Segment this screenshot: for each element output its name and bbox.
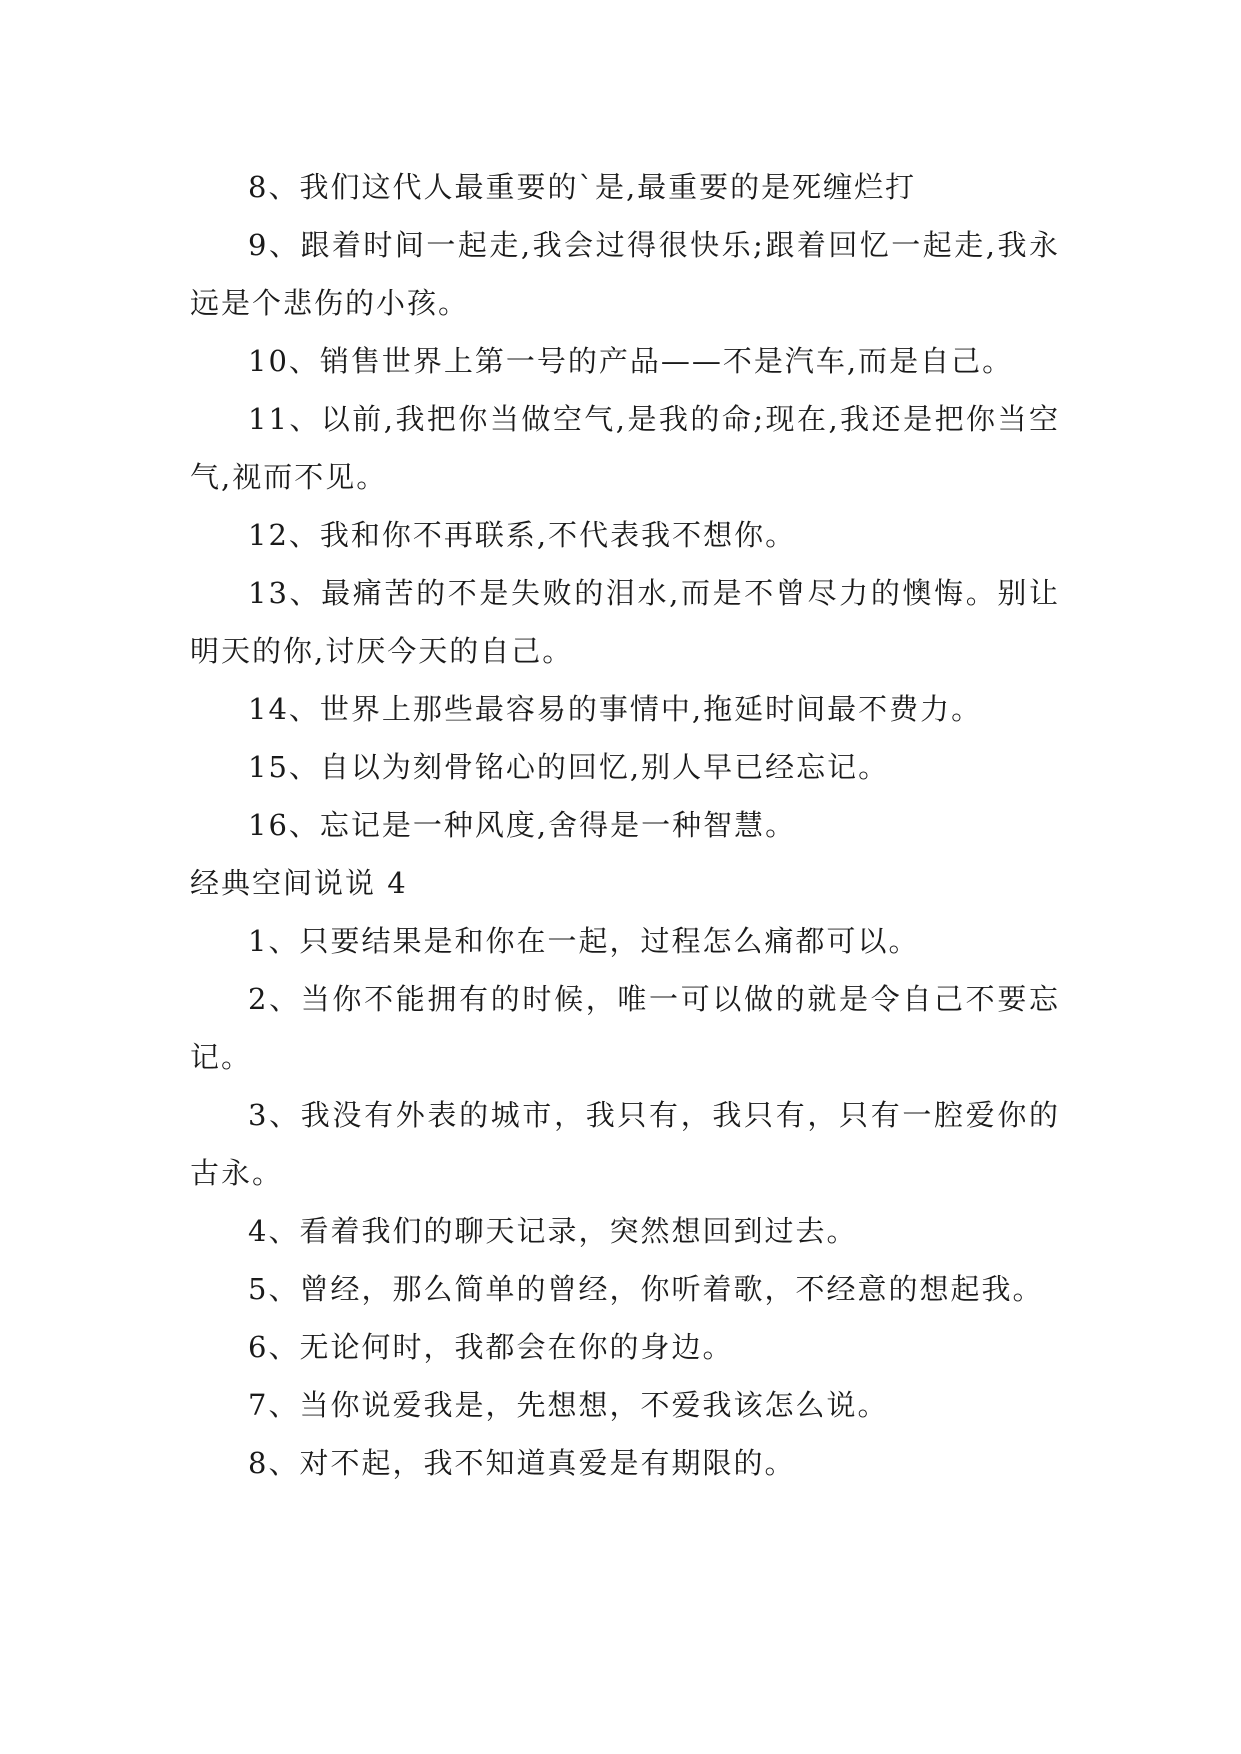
paragraph: 8、对不起，我不知道真爱是有期限的。 xyxy=(248,1446,796,1480)
paragraph: 4、看着我们的聊天记录，突然想回到过去。 xyxy=(248,1214,858,1248)
paragraph: 15、自以为刻骨铭心的回忆,别人早已经忘记。 xyxy=(248,750,890,784)
paragraph: 3、我没有外表的城市，我只有，我只有，只有一腔爱你的古永。 xyxy=(190,1098,1060,1190)
paragraph: 13、最痛苦的不是失败的泪水,而是不曾尽力的懊悔。别让明天的你,讨厌今天的自己。 xyxy=(190,576,1060,668)
paragraph: 16、忘记是一种风度,舍得是一种智慧。 xyxy=(248,808,797,842)
paragraph: 12、我和你不再联系,不代表我不想你。 xyxy=(248,518,797,552)
paragraph: 9、跟着时间一起走,我会过得很快乐;跟着回忆一起走,我永远是个悲伤的小孩。 xyxy=(190,228,1060,320)
section-heading: 经典空间说说 4 xyxy=(190,866,408,900)
paragraph: 5、曾经，那么简单的曾经，你听着歌，不经意的想起我。 xyxy=(248,1272,1044,1306)
paragraph: 14、世界上那些最容易的事情中,拖延时间最不费力。 xyxy=(248,692,983,726)
paragraph: 7、当你说爱我是，先想想，不爱我该怎么说。 xyxy=(248,1388,889,1422)
paragraph: 8、我们这代人最重要的`是,最重要的是死缠烂打 xyxy=(248,170,917,204)
paragraph: 1、只要结果是和你在一起，过程怎么痛都可以。 xyxy=(248,924,920,958)
paragraph: 6、无论何时，我都会在你的身边。 xyxy=(248,1330,734,1364)
paragraph: 11、以前,我把你当做空气,是我的命;现在,我还是把你当空气,视而不见。 xyxy=(190,402,1060,494)
paragraph: 2、当你不能拥有的时候，唯一可以做的就是令自己不要忘记。 xyxy=(190,982,1060,1074)
document-body xyxy=(190,158,1060,1492)
paragraph: 10、销售世界上第一号的产品——不是汽车,而是自己。 xyxy=(248,344,1014,378)
